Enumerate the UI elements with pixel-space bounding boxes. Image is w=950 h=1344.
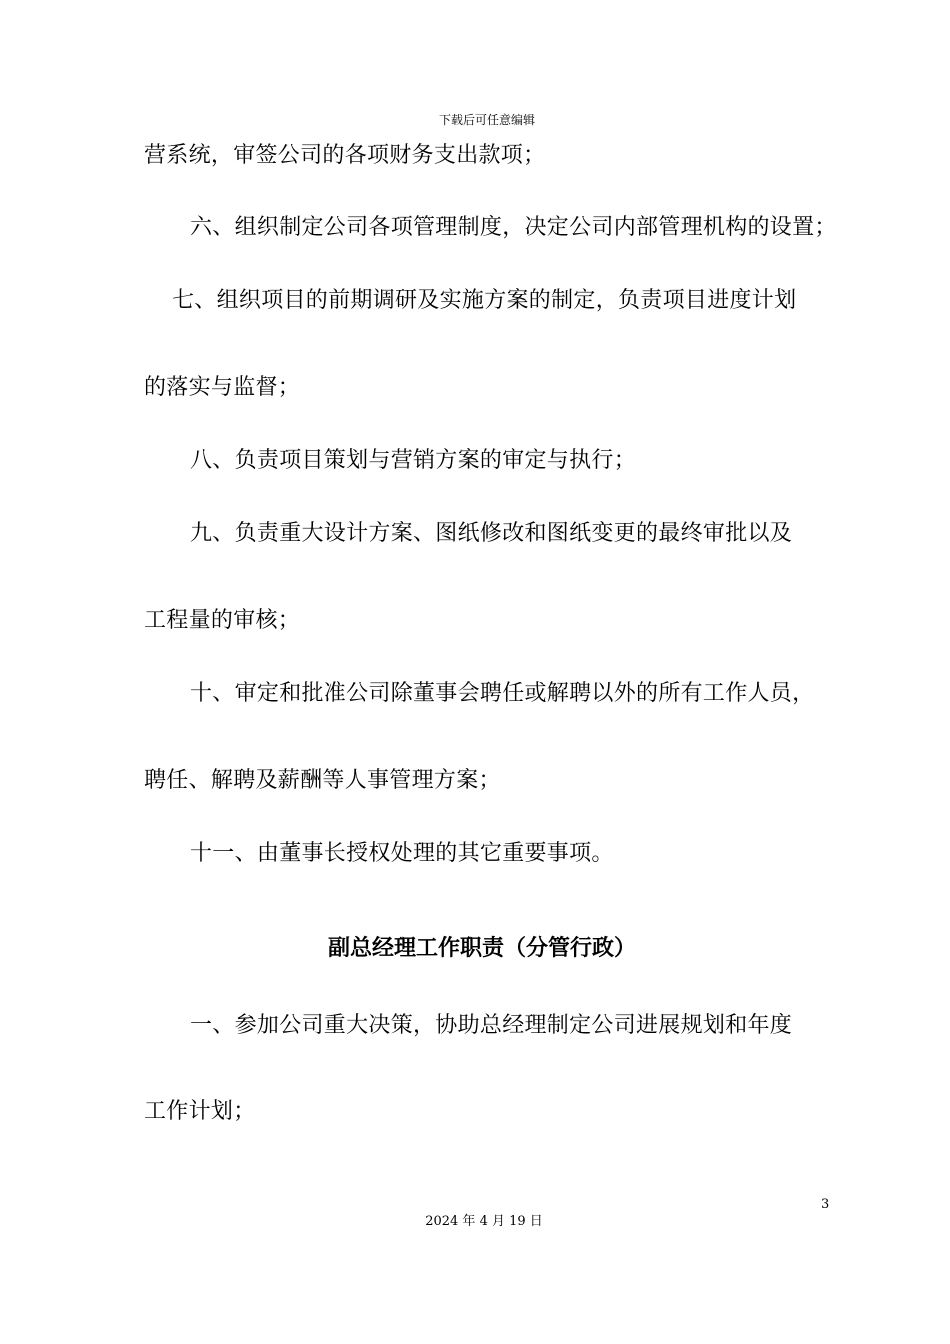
paragraph-line: 七、组织项目的前期调研及实施方案的制定，负责项目进度计划 bbox=[172, 288, 797, 313]
paragraph-line: 九、负责重大设计方案、图纸修改和图纸变更的最终审批以及 bbox=[190, 521, 793, 546]
paragraph-line: 的落实与监督； bbox=[144, 375, 301, 400]
paragraph-line: 十、审定和批准公司除董事会聘任或解聘以外的所有工作人员， bbox=[190, 681, 815, 706]
footer-date: 2024 年 4 月 19 日 bbox=[425, 1214, 543, 1229]
header-note: 下载后可任意编辑 bbox=[438, 113, 535, 127]
paragraph-line: 营系统，审签公司的各项财务支出款项； bbox=[144, 143, 546, 168]
paragraph-line: 工作计划； bbox=[144, 1099, 256, 1124]
paragraph-line: 工程量的审核； bbox=[144, 608, 301, 633]
paragraph-line: 一、参加公司重大决策，协助总经理制定公司进展规划和年度 bbox=[190, 1013, 793, 1038]
section-heading: 副总经理工作职责（分管行政） bbox=[327, 936, 636, 961]
paragraph-line: 十一、由董事长授权处理的其它重要事项。 bbox=[190, 841, 614, 866]
page-number: 3 bbox=[821, 1197, 830, 1212]
paragraph-line: 八、负责项目策划与营销方案的审定与执行； bbox=[190, 448, 637, 473]
paragraph-line: 聘任、解聘及薪酬等人事管理方案； bbox=[144, 768, 501, 793]
paragraph-line: 六、组织制定公司各项管理制度，决定公司内部管理机构的设置； bbox=[190, 215, 837, 240]
